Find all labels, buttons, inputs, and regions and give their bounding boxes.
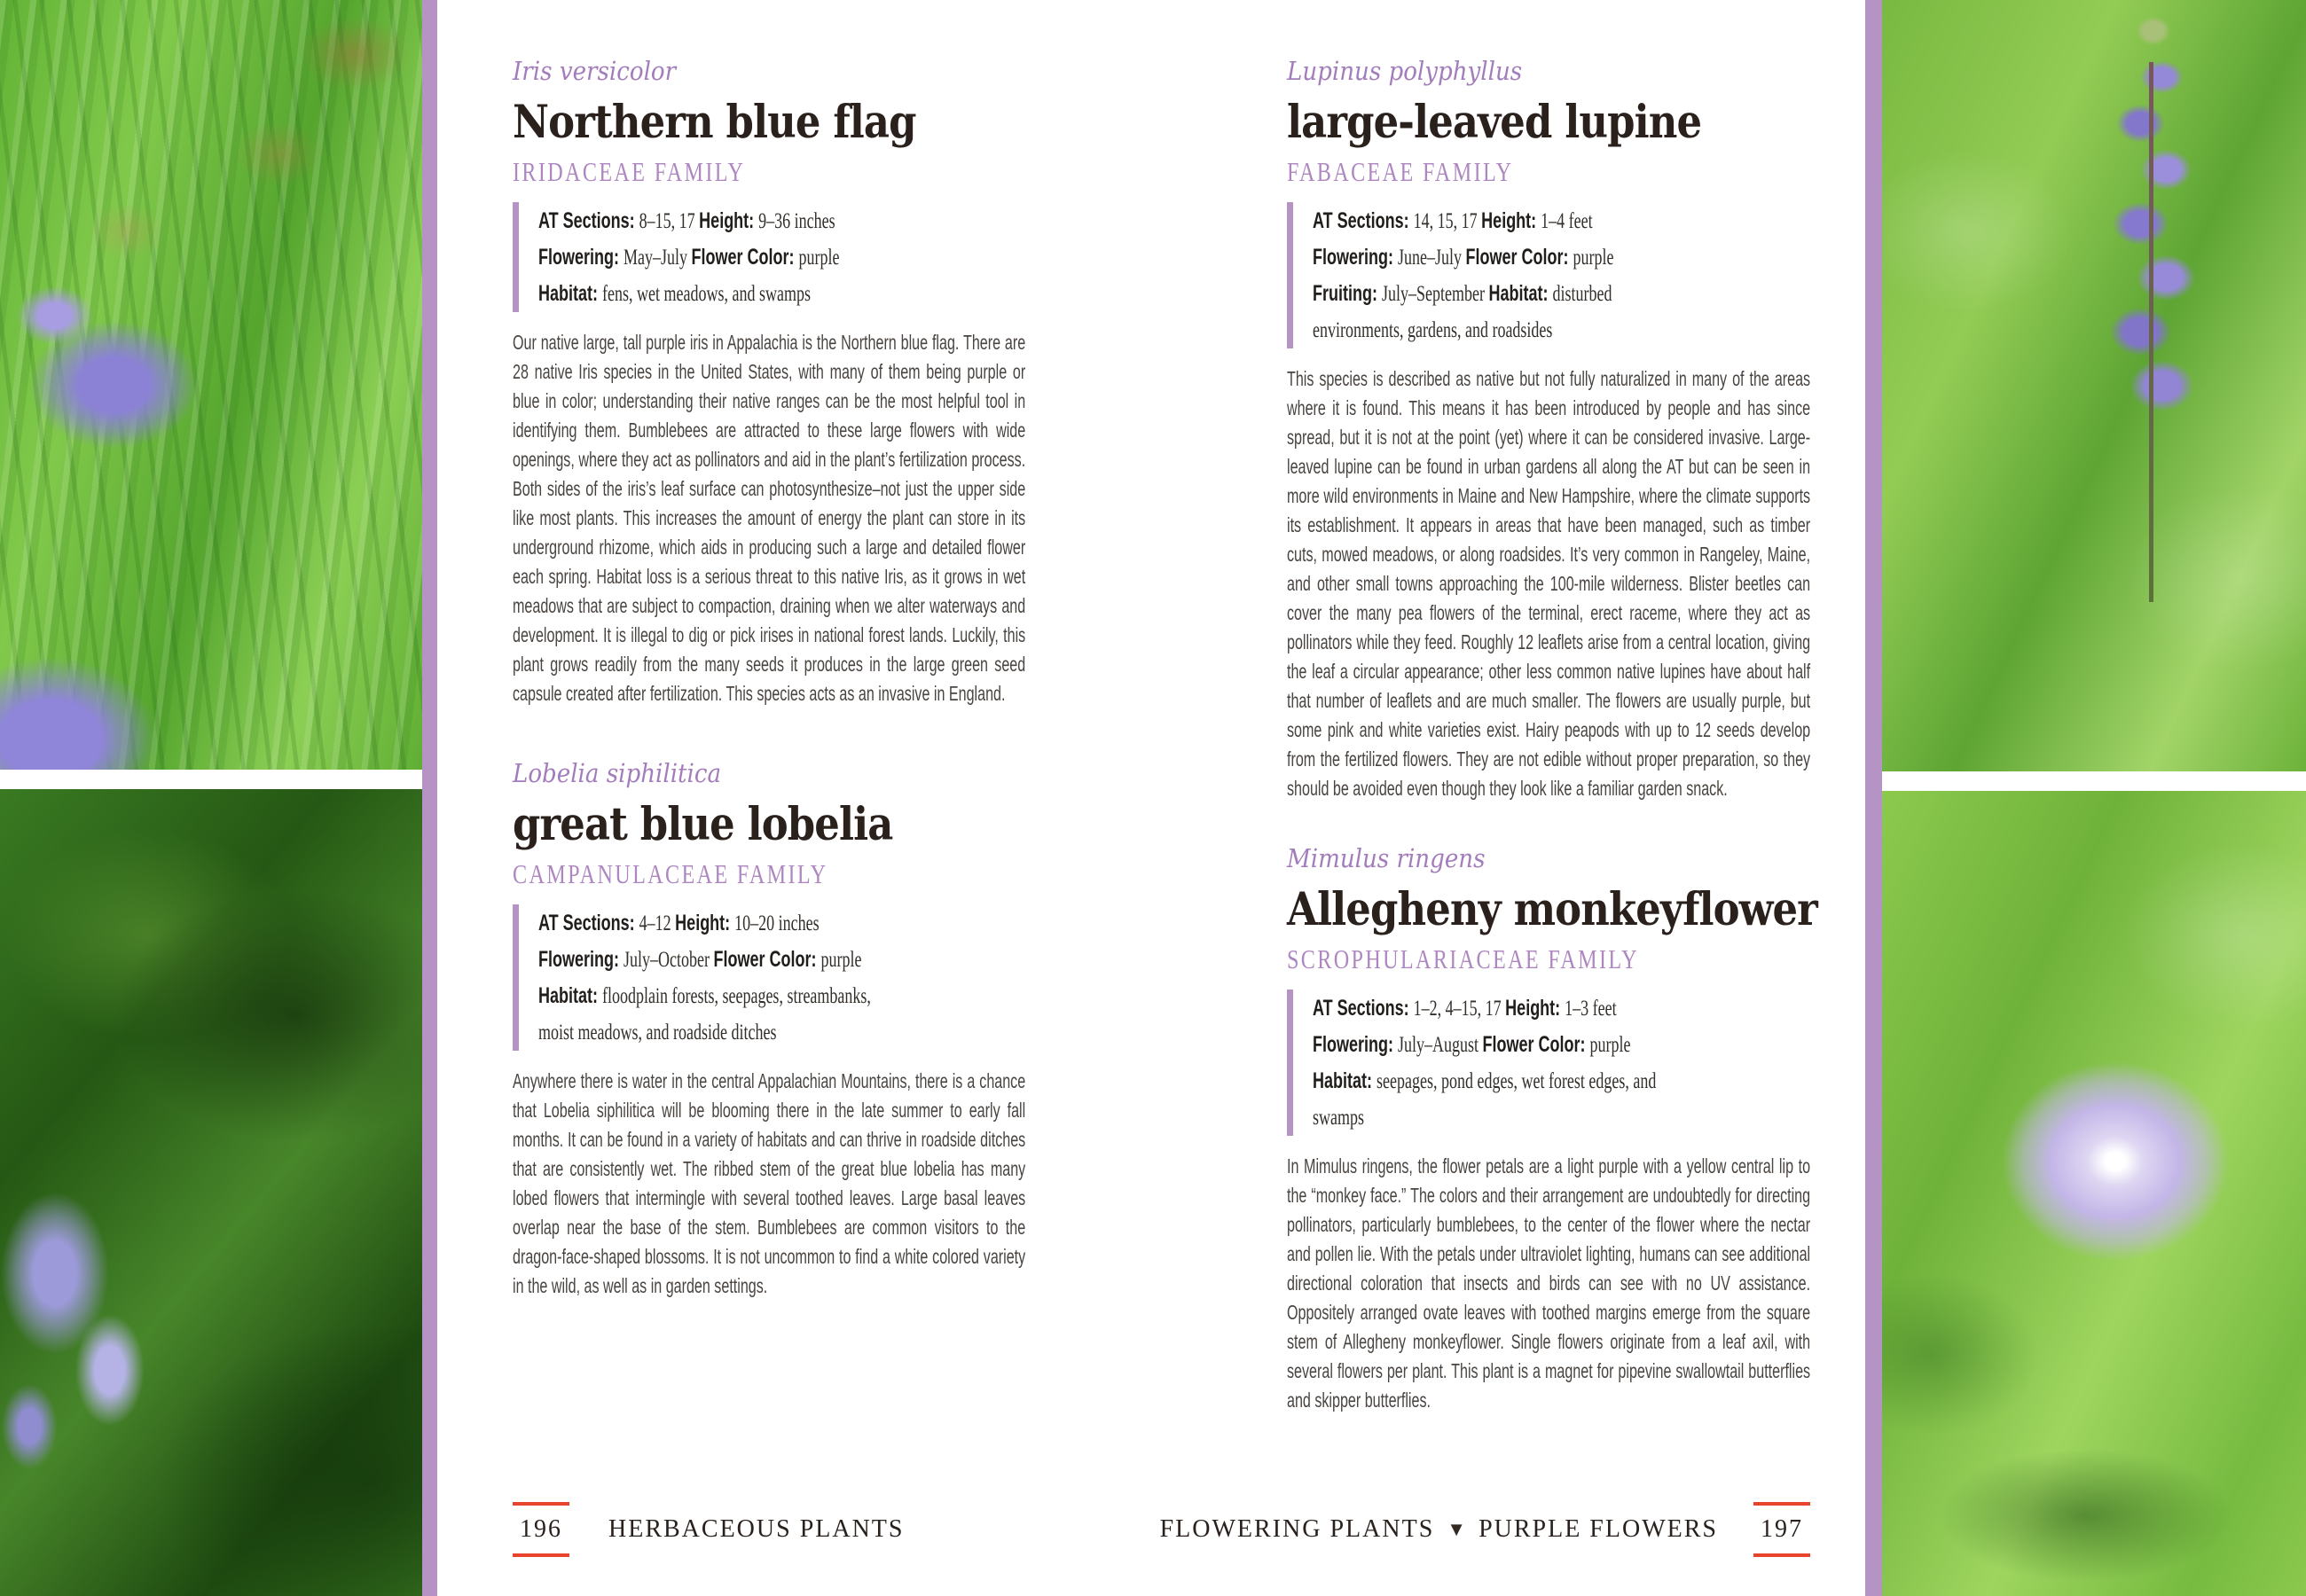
down-triangle-icon: ▼ — [1447, 1518, 1467, 1540]
fact — [1483, 1032, 1631, 1057]
fact-label: Flowering: — [538, 947, 624, 972]
fact-label: Habitat: — [1313, 1068, 1377, 1093]
fact-value: disturbed environments, gardens, and roadsides — [1313, 282, 1612, 342]
plant-description: This species is described as native but not fully naturalized in many of the areas where it is found. This means it has been introduced by people and has since spread, but it is not at the point (yet) where it can be considered invasive. Large-leaved lupine can be found in urban gardens all along the AT but can be seen in more wild environments in Maine and New Hampshire, where the climate supports its establishment. It appears in areas that have been managed, such as timber cuts, mowed meadows, or along roadsides. It’s very common in Rangeley, Maine, and other small towns approaching the 100-mile wilderness. Blister beetles can cover the many pea flowers of the terminal, erect raceme, where they act as pollinators while they feed. Roughly 12 leaflets arise from a central location, giving the leaf a circular appearance; other less common native lupines have about half that number of leaflets and are much smaller. The flowers are usually purple, but some pink and white varieties exist. Hairy peapods with up to 12 seeds develop from the fertilized flowers. They are not edible without proper preparation, so they should be avoided even though they look like a familiar garden snack. — [1287, 367, 1811, 800]
fact-label: AT Sections: — [1313, 208, 1414, 233]
fact — [1505, 996, 1616, 1021]
fact-label: Height: — [699, 208, 759, 233]
plant-entry-allegheny-monkeyflower — [1287, 842, 1817, 1415]
fact-value: 4–12 — [639, 911, 676, 935]
fact-value: fens, wet meadows, and swamps — [602, 282, 811, 306]
fact-value: July–October — [623, 948, 714, 972]
plant-description: Our native large, tall purple iris in Appalachia is the Northern blue flag. There are 28 native Iris species in the United States, with many of them being purple or blue in color; understanding their native ranges can be the most helpful tool in identifying them. Bumblebees are attracted to these large flowers with wide openings, where they act as pollinators and aid in the plant’s fertilization process. Both sides of the iris’s leaf surface can photosynthesize–not just the upper side like most plants. This increases the amount of energy the plant can store in its underground rhizome, which aids in producing such a large and detailed flower each spring. Habitat loss is a serious threat to this native Iris, as it grows in wet meadows that are subject to compaction, draining when we alter waterways and development. It is illegal to dig or pick irises in national forest lands. Luckily, this plant grows readily from the many seeds it produces in the large green seed capsule created after fertilization. This species acts as an invasive in England. — [513, 331, 1026, 705]
fact-label: Height: — [675, 911, 735, 935]
fact-label: Habitat: — [538, 983, 602, 1008]
fact-value: 8–15, 17 — [639, 209, 700, 233]
fact-list — [538, 202, 889, 312]
fact-value: July–September — [1381, 282, 1489, 306]
fact-label: Flower Color: — [1482, 1032, 1590, 1057]
fact — [675, 911, 819, 935]
family-name: IRIDACEAE FAMILY — [513, 156, 746, 187]
fact — [1481, 208, 1592, 233]
family-name: CAMPANULACEAE FAMILY — [513, 858, 828, 889]
left-photo-column — [0, 0, 422, 1596]
common-name: large-leaved lupine — [1287, 96, 1702, 149]
great-blue-lobelia-photo — [0, 789, 422, 1596]
fact-label: Height: — [1505, 996, 1565, 1021]
fact-list — [538, 904, 889, 1051]
fact — [691, 245, 839, 270]
fact-value: purple — [1589, 1033, 1631, 1057]
page-number: 197 — [1753, 1502, 1810, 1557]
fact-label: Flowering: — [1313, 245, 1398, 270]
fact — [1313, 1068, 1656, 1130]
fact — [538, 245, 691, 270]
right-photo-column — [1882, 0, 2306, 1596]
fact — [538, 208, 699, 233]
fact — [713, 947, 861, 972]
common-name: Allegheny monkeyflower — [1287, 883, 1817, 936]
common-name: great blue lobelia — [513, 798, 893, 851]
fact-label: AT Sections: — [538, 208, 639, 233]
fact-value: June–July — [1397, 246, 1466, 270]
large-leaved-lupine-photo — [1882, 0, 2306, 771]
left-page-footer — [513, 1502, 904, 1557]
fact-value: 9–36 inches — [758, 209, 835, 233]
fact-box — [1287, 990, 1810, 1136]
fact — [1313, 245, 1465, 270]
fact-label: Height: — [1481, 208, 1541, 233]
species-name: Iris versicolor — [513, 56, 677, 86]
fact-value: 10–20 inches — [734, 911, 820, 935]
fact-box-accent-bar — [1287, 202, 1293, 348]
fact — [1313, 996, 1505, 1021]
fact-label: Flower Color: — [1465, 245, 1573, 270]
family-name: FABACEAE FAMILY — [1287, 156, 1514, 187]
section-label: FLOWERING PLANTS — [1159, 1515, 1435, 1543]
species-name: Mimulus ringens — [1287, 843, 1486, 873]
fact-value: 14, 15, 17 — [1413, 209, 1482, 233]
photo-divider — [0, 770, 422, 789]
fact-value: 1–4 feet — [1541, 209, 1593, 233]
plant-description: In Mimulus ringens, the flower petals are a light purple with a yellow central lip to the “monkey face.” The colors and their arrangement are undoubtedly for directing pollinators, particularly bumblebees, to the center of the flower where the nectar and pollen lie. With the petals under ultraviolet lighting, humans can see additional directional coloration that insects and birds can see with no UV assistance. Oppositely arranged ovate leaves with toothed margins emerge from the square stem of Allegheny monkeyflower. Single flowers originate from a leaf axil, with several flowers per plant. This plant is a magnet for pipevine swallowtail butterflies and skipper butterflies. — [1287, 1154, 1811, 1412]
photo-divider — [1882, 771, 2306, 791]
allegheny-monkeyflower-photo — [1882, 791, 2306, 1596]
family-name: SCROPHULARIACEAE FAMILY — [1287, 943, 1639, 974]
fact-value: July–August — [1397, 1033, 1483, 1057]
plant-entry-northern-blue-flag — [513, 55, 1025, 708]
section-label: HERBACEOUS PLANTS — [608, 1515, 905, 1543]
fact-value: purple — [1573, 246, 1614, 270]
fact-value: seepages, pond edges, wet forest edges, and swamps — [1313, 1069, 1657, 1130]
fact-value: 1–2, 4–15, 17 — [1413, 997, 1506, 1021]
plant-entry-large-leaved-lupine — [1287, 55, 1810, 803]
fact — [1313, 281, 1488, 306]
fact-value: May–July — [623, 246, 692, 270]
fact-label: Flower Color: — [713, 947, 821, 972]
northern-blue-flag-photo — [0, 0, 422, 770]
left-accent-bar — [422, 0, 437, 1596]
fact-box-accent-bar — [513, 202, 519, 312]
fact-value: purple — [798, 246, 840, 270]
fact-label: Flowering: — [1313, 1032, 1398, 1057]
common-name: Northern blue flag — [513, 96, 916, 149]
plant-description: Anywhere there is water in the central Appalachian Mountains, there is a chance that Lobelia siphilitica will be blooming there in the late summer to early fall months. It can be found in a variety of habitats and can thrive in roadside ditches that are consistently wet. The ribbed stem of the great blue lobelia has many lobed flowers that intermingle with several toothed leaves. Large basal leaves overlap near the base of the stem. Bumblebees are common visitors to the dragon-face-shaped blossoms. It is not uncommon to find a white colored variety in the wild, as well as in garden settings. — [513, 1069, 1026, 1297]
fact-label: Habitat: — [1488, 281, 1553, 306]
fact-box — [513, 904, 1025, 1051]
fact — [1465, 245, 1613, 270]
species-name: Lupinus polyphyllus — [1287, 56, 1523, 86]
right-page-footer — [1159, 1502, 1810, 1557]
page-number: 196 — [513, 1502, 569, 1557]
fact — [538, 947, 713, 972]
species-name: Lobelia siphilitica — [513, 758, 722, 788]
fact — [1313, 208, 1481, 233]
fact-label: AT Sections: — [1313, 996, 1414, 1021]
fact-label: Flowering: — [538, 245, 624, 270]
fact — [538, 983, 871, 1044]
plant-entry-great-blue-lobelia — [513, 757, 1025, 1301]
fact — [699, 208, 835, 233]
fact-label: Habitat: — [538, 281, 602, 306]
fact-label: AT Sections: — [538, 911, 639, 935]
fact-value: 1–3 feet — [1565, 997, 1617, 1021]
fact-box — [513, 202, 1025, 312]
fact-box-accent-bar — [1287, 990, 1293, 1136]
fact-box — [1287, 202, 1810, 348]
fact — [538, 911, 675, 935]
fact — [538, 281, 811, 306]
fact-box-accent-bar — [513, 904, 519, 1051]
subsection-label: PURPLE FLOWERS — [1479, 1515, 1718, 1543]
fact-label: Flower Color: — [691, 245, 799, 270]
fact-value: purple — [820, 948, 862, 972]
fact-label: Fruiting: — [1313, 281, 1382, 306]
fact — [1313, 1032, 1483, 1057]
fact-value: floodplain forests, seepages, streambanks, moist meadows, and roadside ditches — [538, 984, 871, 1044]
right-accent-bar — [1865, 0, 1882, 1596]
fact-list — [1313, 202, 1671, 348]
fact-list — [1313, 990, 1671, 1136]
